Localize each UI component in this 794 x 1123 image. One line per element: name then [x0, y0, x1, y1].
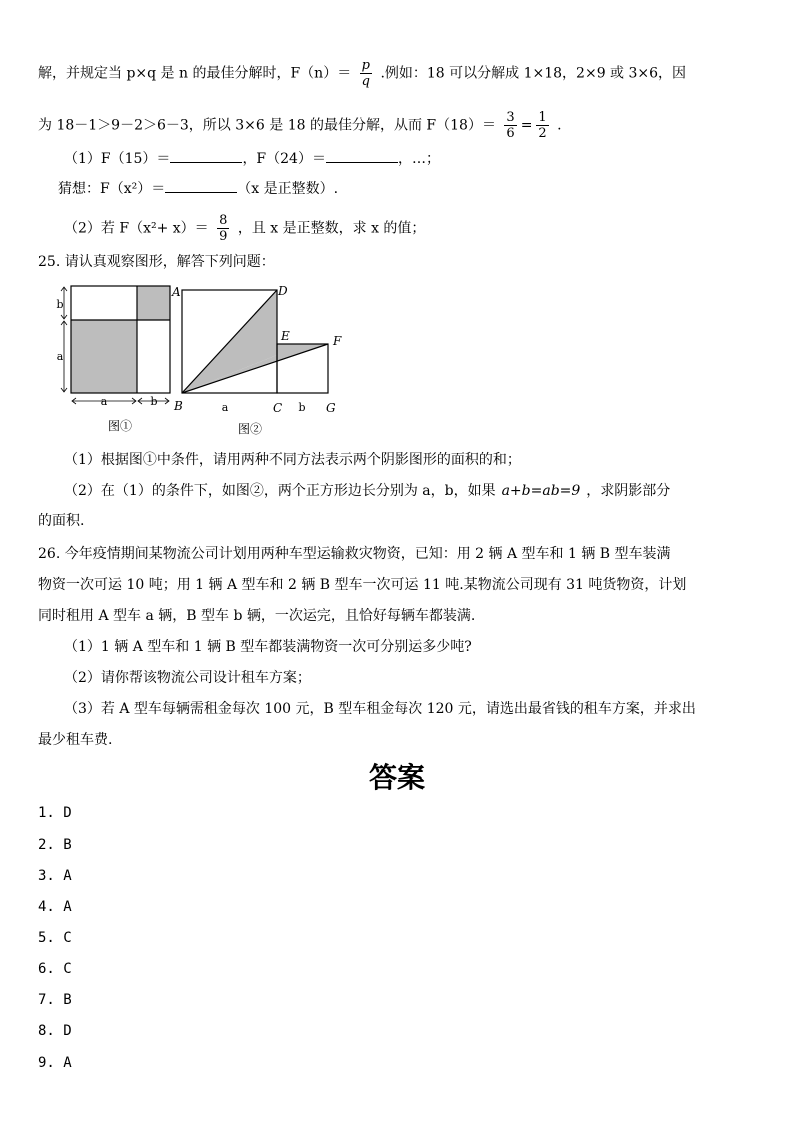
p24-line1 — [38, 58, 686, 89]
fig2-label-C: C — [273, 401, 283, 415]
fig1-shaded-small-square — [137, 286, 170, 320]
fig2-label-D: D — [278, 284, 288, 298]
answer-item: 9. A — [38, 1055, 72, 1071]
p24-q2 — [64, 213, 425, 244]
fig2-label-E: E — [281, 329, 290, 343]
fig2-label-B: B — [174, 399, 183, 413]
fig1-caption: 图① — [107, 419, 133, 433]
p24-line2 — [38, 110, 562, 141]
fraction-3-6 — [504, 110, 516, 141]
p25-heading: 25. 请认真观察图形，解答下列问题： — [38, 254, 275, 270]
fig2-label-b: b — [298, 401, 306, 414]
fig1-label-A: A — [172, 285, 181, 299]
answer-item: 4. A — [38, 899, 72, 915]
frac-num: 3 — [506, 110, 515, 125]
p24-text: 解，并规定当 p×q 是 n 的最佳分解时，F（n）＝ — [38, 65, 352, 82]
p24-q2-text: （2）若 F（x²+ x）＝ — [64, 220, 209, 237]
fig1-shaded-large-square — [71, 320, 137, 393]
p25-q2-cont: 的面积. — [38, 513, 85, 529]
answer-item: 7. B — [38, 992, 72, 1008]
answer-item: 5. C — [38, 930, 72, 946]
fig2-label-F: F — [333, 334, 342, 348]
frac-num: p — [361, 58, 370, 73]
fig2-label-G: G — [326, 401, 336, 415]
geometry-figures — [50, 280, 360, 440]
figure-2 — [173, 284, 342, 436]
p26-line3: 同时租用 A 型车 a 辆，B 型车 b 辆，一次运完，且恰好每辆车都装满. — [38, 608, 476, 624]
frac-num: 1 — [538, 110, 547, 125]
fraction-p-over-q — [360, 58, 372, 89]
answer-blank[interactable] — [326, 148, 398, 163]
answer-item: 2. B — [38, 837, 72, 853]
p25-q2-text: （2）在（1）的条件下，如图②，两个正方形边长分别为 a，b，如果 — [64, 483, 496, 499]
answer-blank[interactable] — [165, 178, 237, 193]
frac-den: 9 — [219, 229, 228, 244]
p25-condition-formula: a+b=ab=9 — [501, 483, 581, 499]
fig1-label-a-bottom: a — [100, 395, 108, 408]
fig2-label-a: a — [221, 401, 229, 414]
p24-q1-text: ，F（24）＝ — [242, 151, 326, 167]
p24-text: .例如：18 可以分解成 1×18，2×9 或 3×6，因 — [380, 65, 687, 82]
p24-text: . — [557, 117, 562, 134]
fig1-label-a-side: a — [56, 350, 64, 363]
p24-guess-text: （x 是正整数）. — [237, 181, 339, 197]
frac-den: q — [361, 74, 370, 89]
frac-den: 6 — [506, 126, 515, 141]
fig1-label-b: b — [56, 298, 64, 311]
p26-q1: （1）1 辆 A 型车和 1 辆 B 型车都装满物资一次可分别运多少吨? — [64, 639, 472, 655]
p26-q3-cont: 最少租车费. — [38, 732, 113, 748]
fraction-1-2 — [536, 110, 548, 141]
p26-q2: （2）请你帮该物流公司设计租车方案； — [64, 670, 311, 686]
p24-q1-text: （1）F（15）＝ — [64, 151, 171, 167]
p24-guess-text: 猜想：F（x²）＝ — [58, 181, 166, 197]
p24-guess — [58, 178, 338, 199]
p25-q2-text: ，求阴影部分 — [586, 483, 671, 499]
frac-num: 8 — [219, 213, 228, 228]
p24-q2-text: ，且 x 是正整数，求 x 的值； — [237, 220, 426, 237]
answer-item: 1. D — [38, 805, 72, 821]
figure-1 — [56, 285, 181, 433]
fig2-caption: 图② — [237, 422, 263, 436]
p25-q1: （1）根据图①中条件，请用两种不同方法表示两个阴影图形的面积的和； — [64, 452, 521, 468]
fig1-label-b-bottom: b — [150, 395, 158, 408]
answer-item: 8. D — [38, 1023, 72, 1039]
p25-q2 — [64, 481, 670, 501]
p26-q3: （3）若 A 型车每辆需租金每次 100 元，B 型车租金每次 120 元，请选出最省钱的租车方案，并求出 — [64, 701, 696, 717]
answer-blank[interactable] — [170, 148, 242, 163]
p24-q1 — [64, 148, 440, 169]
p26-line2: 物资一次可运 10 吨；用 1 辆 A 型车和 2 辆 B 型车一次可运 11 吨.某物流公司现有 31 吨货物资，计划 — [38, 577, 687, 593]
p24-q1-text: ，…； — [397, 151, 440, 167]
frac-den: 2 — [538, 126, 547, 141]
p24-text: 为 18－1＞9－2＞6－3，所以 3×6 是 18 的最佳分解，从而 F（18）＝ — [38, 117, 496, 134]
answer-item: 3. A — [38, 868, 72, 884]
answer-item: 6. C — [38, 961, 72, 977]
answers-title: 答案 — [368, 761, 425, 794]
p26-line1: 26. 今年疫情期间某物流公司计划用两种车型运输救灾物资，已知：用 2 辆 A 型车和 1 辆 B 型车装满 — [38, 546, 671, 562]
fraction-8-9 — [217, 213, 229, 244]
equals-sign: = — [520, 117, 533, 134]
